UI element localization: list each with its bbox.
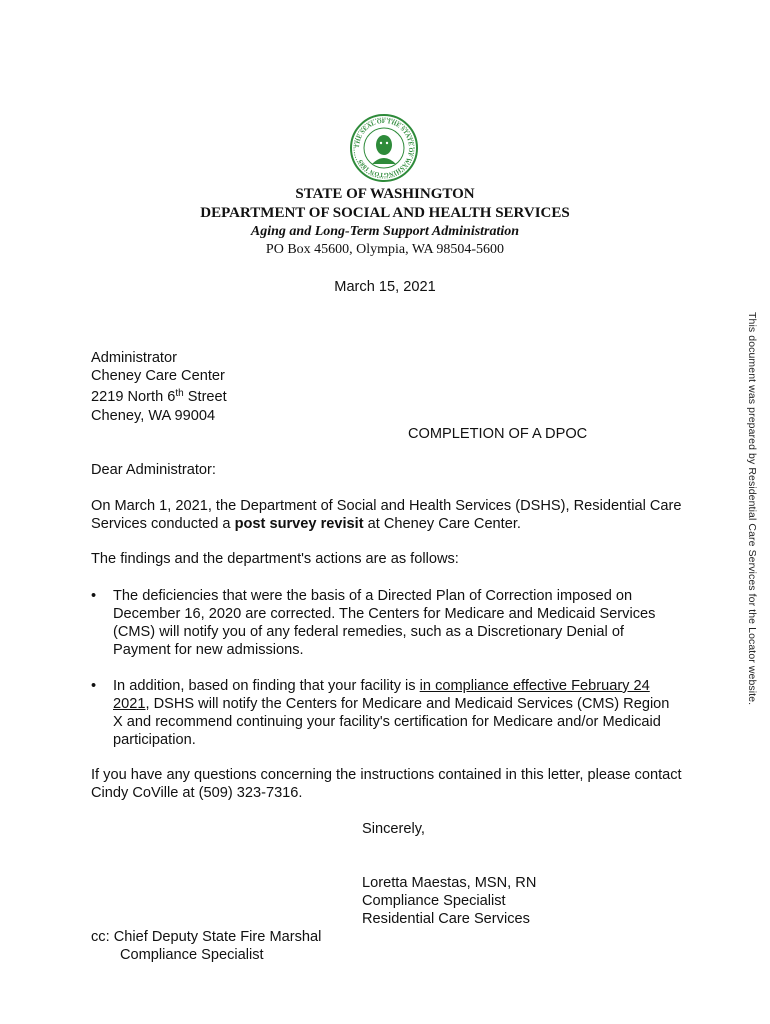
recipient-facility: Cheney Care Center xyxy=(91,368,225,384)
compliance-date: in compliance effective February 24 2021 xyxy=(113,678,650,712)
cc-line-2: Compliance Specialist xyxy=(120,947,264,963)
header-division: Aging and Long-Term Support Administration xyxy=(250,224,520,239)
bullet-item-1: The deficiencies that were the basis of a Directed Plan of Correction imposed on December 16, 2020 are corrected. The Centers for Medicare and Medicaid Services (CMS) will notify you of any federal remedies, such as a Discretionary Denial of Payment for new admissions. xyxy=(113,588,656,658)
washington-state-seal xyxy=(350,114,418,182)
intro-paragraph xyxy=(91,497,691,533)
findings-intro: The findings and the department's actions are as follows: xyxy=(91,551,459,567)
svg-text:THE SEAL OF THE STATE OF WASHI: THE SEAL OF THE STATE OF WASHINGTON 1889 xyxy=(353,117,415,179)
closing: Sincerely, xyxy=(362,821,425,837)
signer-title: Compliance Specialist xyxy=(362,893,506,909)
questions-paragraph: If you have any questions concerning the instructions contained in this letter, please contact Cindy CoVille at (509) 323-7316. xyxy=(91,767,682,801)
bullet-marker: • xyxy=(91,678,97,694)
street-name: Street xyxy=(183,389,227,405)
signer-unit: Residential Care Services xyxy=(362,911,530,927)
letter-subject: COMPLETION OF A DPOC xyxy=(408,426,588,442)
recipient-street xyxy=(91,388,227,406)
bullet-2-text-end: , DSHS will notify the Centers for Medicare and Medicaid Services (CMS) Region X and recommend continuing your facility's certification for Medicare and/or Medicaid participation. xyxy=(113,696,670,748)
signer-name: Loretta Maestas, MSN, RN xyxy=(362,875,537,891)
street-number: 2219 North 6 xyxy=(91,389,176,405)
side-note: This document was prepared by Residential Care Services for the Locator website. xyxy=(746,312,758,706)
recipient-city: Cheney, WA 99004 xyxy=(91,408,216,424)
recipient-title: Administrator xyxy=(91,350,177,366)
bullet-item-2 xyxy=(113,677,683,749)
header-address: PO Box 45600, Olympia, WA 98504-5600 xyxy=(265,242,505,257)
intro-text-end: at Cheney Care Center. xyxy=(363,516,521,532)
bullet-marker: • xyxy=(91,588,97,604)
intro-text: On March 1, 2021, the Department of Social and Health Services (DSHS), Residential Care Services conducted a xyxy=(91,498,682,532)
street-ordinal: th xyxy=(175,388,184,399)
header-department: DEPARTMENT OF SOCIAL AND HEALTH SERVICES xyxy=(200,205,570,221)
header-state: STATE OF WASHINGTON xyxy=(295,186,475,202)
salutation: Dear Administrator: xyxy=(91,462,216,478)
cc-line-1: cc: Chief Deputy State Fire Marshal xyxy=(91,929,322,945)
intro-bold: post survey revisit xyxy=(234,516,364,532)
letter-date: March 15, 2021 xyxy=(334,279,436,295)
bullet-2-text: In addition, based on finding that your facility is xyxy=(113,678,420,694)
